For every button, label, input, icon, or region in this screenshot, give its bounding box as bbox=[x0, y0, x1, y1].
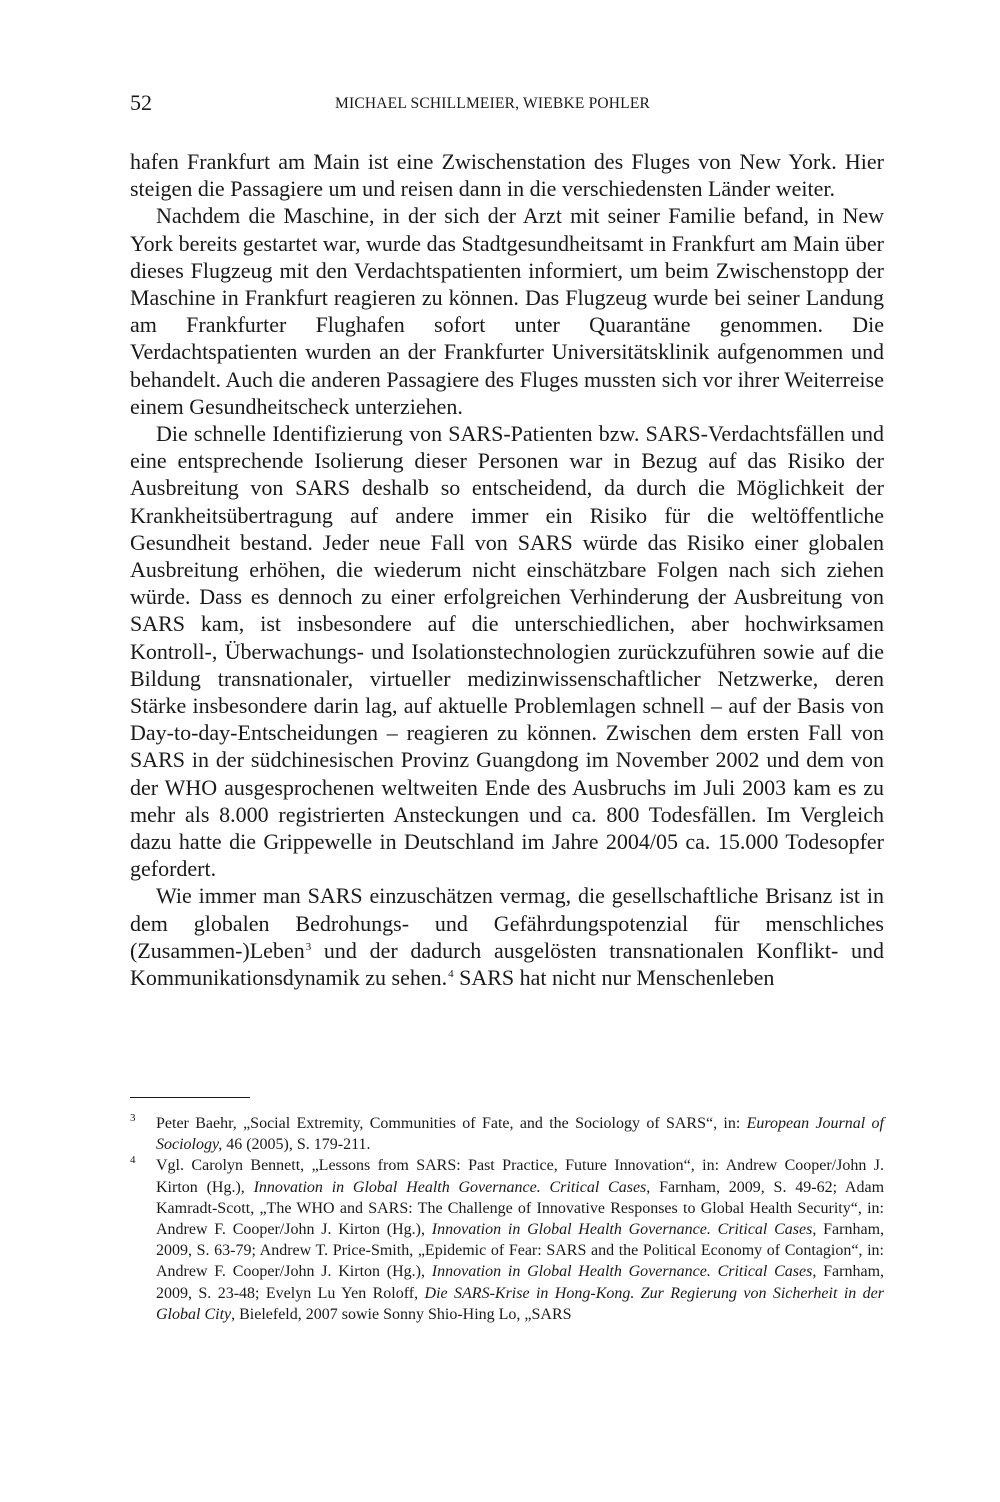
footnote-4-text-3: , Farnham, 2009, S. 63-79; Andrew T. Price-Smith, „Epidemic of Fear: SARS and the Political Economy of Contagion“, in: Andrew F. Cooper/John J. Kirton (Hg.), bbox=[156, 1221, 885, 1281]
paragraph-2: Nachdem die Maschine, in der sich der Arzt mit seiner Familie befand, in New York bereits gestartet war, wurde das Stadtgesundheitsamt in Frankfurt am Main über dieses Flugzeug mit den Verdachtspatienten informiert, um beim Zwischenstopp der Maschine in Frankfurt reagieren zu können. Das Flugzeug wurde bei seiner Landung am Frankfurter Flughafen sofort unter Quarantäne genommen. Die Verdachtspatienten wurden an der Frankfurter Universitätsklinik aufgenommen und behandelt. Auch die anderen Passagiere des Fluges mussten sich vor ihrer Weiterreise einem Gesundheitscheck unterziehen. bbox=[130, 203, 884, 419]
footnote-4-book-title-4: Die SARS-Krise in Hong-Kong. Zur Regierung von Sicherheit in der Global City bbox=[156, 1284, 884, 1323]
paragraph-4-text-c: SARS hat nicht nur Menschenleben bbox=[453, 965, 775, 991]
footnote-divider bbox=[130, 1097, 250, 1098]
footnote-3 bbox=[130, 1113, 884, 1155]
footnote-4-text-4: , Farnham, 2009, S. 23-48; Evelyn Lu Yen Roloff, bbox=[156, 1263, 885, 1302]
footnote-4-book-title-2: Innovation in Global Health Governance. Critical Cases bbox=[431, 1221, 813, 1239]
paragraph-3: Die schnelle Identifizierung von SARS-Patienten bzw. SARS-Verdachtsfällen und eine entsprechende Isolierung dieser Personen war in Bezug auf das Risiko der Ausbreitung von SARS deshalb so entscheidend, da durch die Möglichkeit der Krankheitsübertragung auf andere immer ein Risiko für die weltöffentliche Gesundheit bestand. Jeder neue Fall von SARS würde das Risiko einer globalen Ausbreitung erhöhen, die wiederum nicht einschätzbare Folgen nach sich ziehen würde. Dass es dennoch zu einer erfolgreichen Verhinderung der Ausbreitung von SARS kam, ist insbesondere auf die unterschiedlichen, aber hochwirksamen Kontroll-, Überwachungs- und Isolationstechnologien zurückzuführen sowie auf die Bildung transnationaler, virtueller medizinwissenschaftlicher Netzwerke, deren Stärke insbesondere darin lag, auf aktuelle Problemlagen schnell – auf der Basis von Day-to-day-Entscheidungen – reagieren zu können. Zwischen dem ersten Fall von SARS in der südchinesischen Provinz Guangdong im November 2002 und dem von der WHO ausgesprochenen weltweiten Ende des Ausbruchs im Juli 2003 kam es zu mehr als 8.000 registrierten Ansteckungen und ca. 800 Todesfällen. Im Vergleich dazu hatte die Grippewelle in Deutschland im Jahre 2004/05 ca. 15.000 Todesopfer gefordert. bbox=[130, 421, 884, 882]
footnote-4-text-1: Vgl. Carolyn Bennett, „Lessons from SARS: Past Practice, Future Innovation“, in: Andrew Cooper/John J. Kirton (Hg.), bbox=[156, 1157, 884, 1196]
footnote-ref-3[interactable]: 3 bbox=[305, 941, 312, 954]
footnote-4-text-5: , Bielefeld, 2007 sowie Sonny Shio-Hing Lo, „SARS bbox=[231, 1305, 572, 1323]
paragraph-4-text-a: Wie immer man SARS einzuschätzen vermag, die gesellschaftliche Brisanz ist in dem globalen Bedrohungs- und Gefährdungspotenzial für menschliches (Zusammen-)Leben bbox=[130, 883, 884, 963]
page-number: 52 bbox=[130, 90, 152, 115]
footnote-ref-4[interactable]: 4 bbox=[448, 968, 454, 981]
body-text bbox=[130, 148, 884, 991]
footnote-4 bbox=[130, 1155, 884, 1325]
page-header bbox=[130, 88, 884, 118]
footnote-number-3: 3 bbox=[130, 1112, 136, 1124]
footnotes bbox=[130, 1113, 884, 1325]
paragraph-1: hafen Frankfurt am Main ist eine Zwischenstation des Fluges von New York. Hier steigen die Passagiere um und reisen dann in die verschiedensten Länder weiter. bbox=[130, 149, 884, 202]
footnote-4-book-title-3: Innovation in Global Health Governance. Critical Cases bbox=[431, 1263, 813, 1281]
footnote-3-text-2: 46 (2005), S. 179-211. bbox=[222, 1136, 371, 1154]
paragraph-4 bbox=[130, 882, 884, 991]
footnote-number-4: 4 bbox=[130, 1154, 136, 1167]
footnote-4-text-2: , Farnham, 2009, S. 49-62; Adam Kamradt-Scott, „The WHO and SARS: The Challenge of Innovative Responses to Global Health Security“, in: Andrew F. Cooper/John J. Kirton (Hg.), bbox=[156, 1178, 885, 1239]
running-head: MICHAEL SCHILLMEIER, WIEBKE POHLER bbox=[335, 95, 651, 112]
footnote-4-book-title-1: Innovation in Global Health Governance. Critical Cases bbox=[253, 1178, 647, 1196]
footnote-3-journal-title: European Journal of Sociology, bbox=[156, 1115, 884, 1154]
footnote-3-text-1: Peter Baehr, „Social Extremity, Communities of Fate, and the Sociology of SARS“, in: bbox=[156, 1115, 747, 1132]
paragraph-4-text-b: und der dadurch ausgelösten transnationalen Konflikt- und Kommunikationsdynamik zu sehen. bbox=[130, 937, 884, 991]
